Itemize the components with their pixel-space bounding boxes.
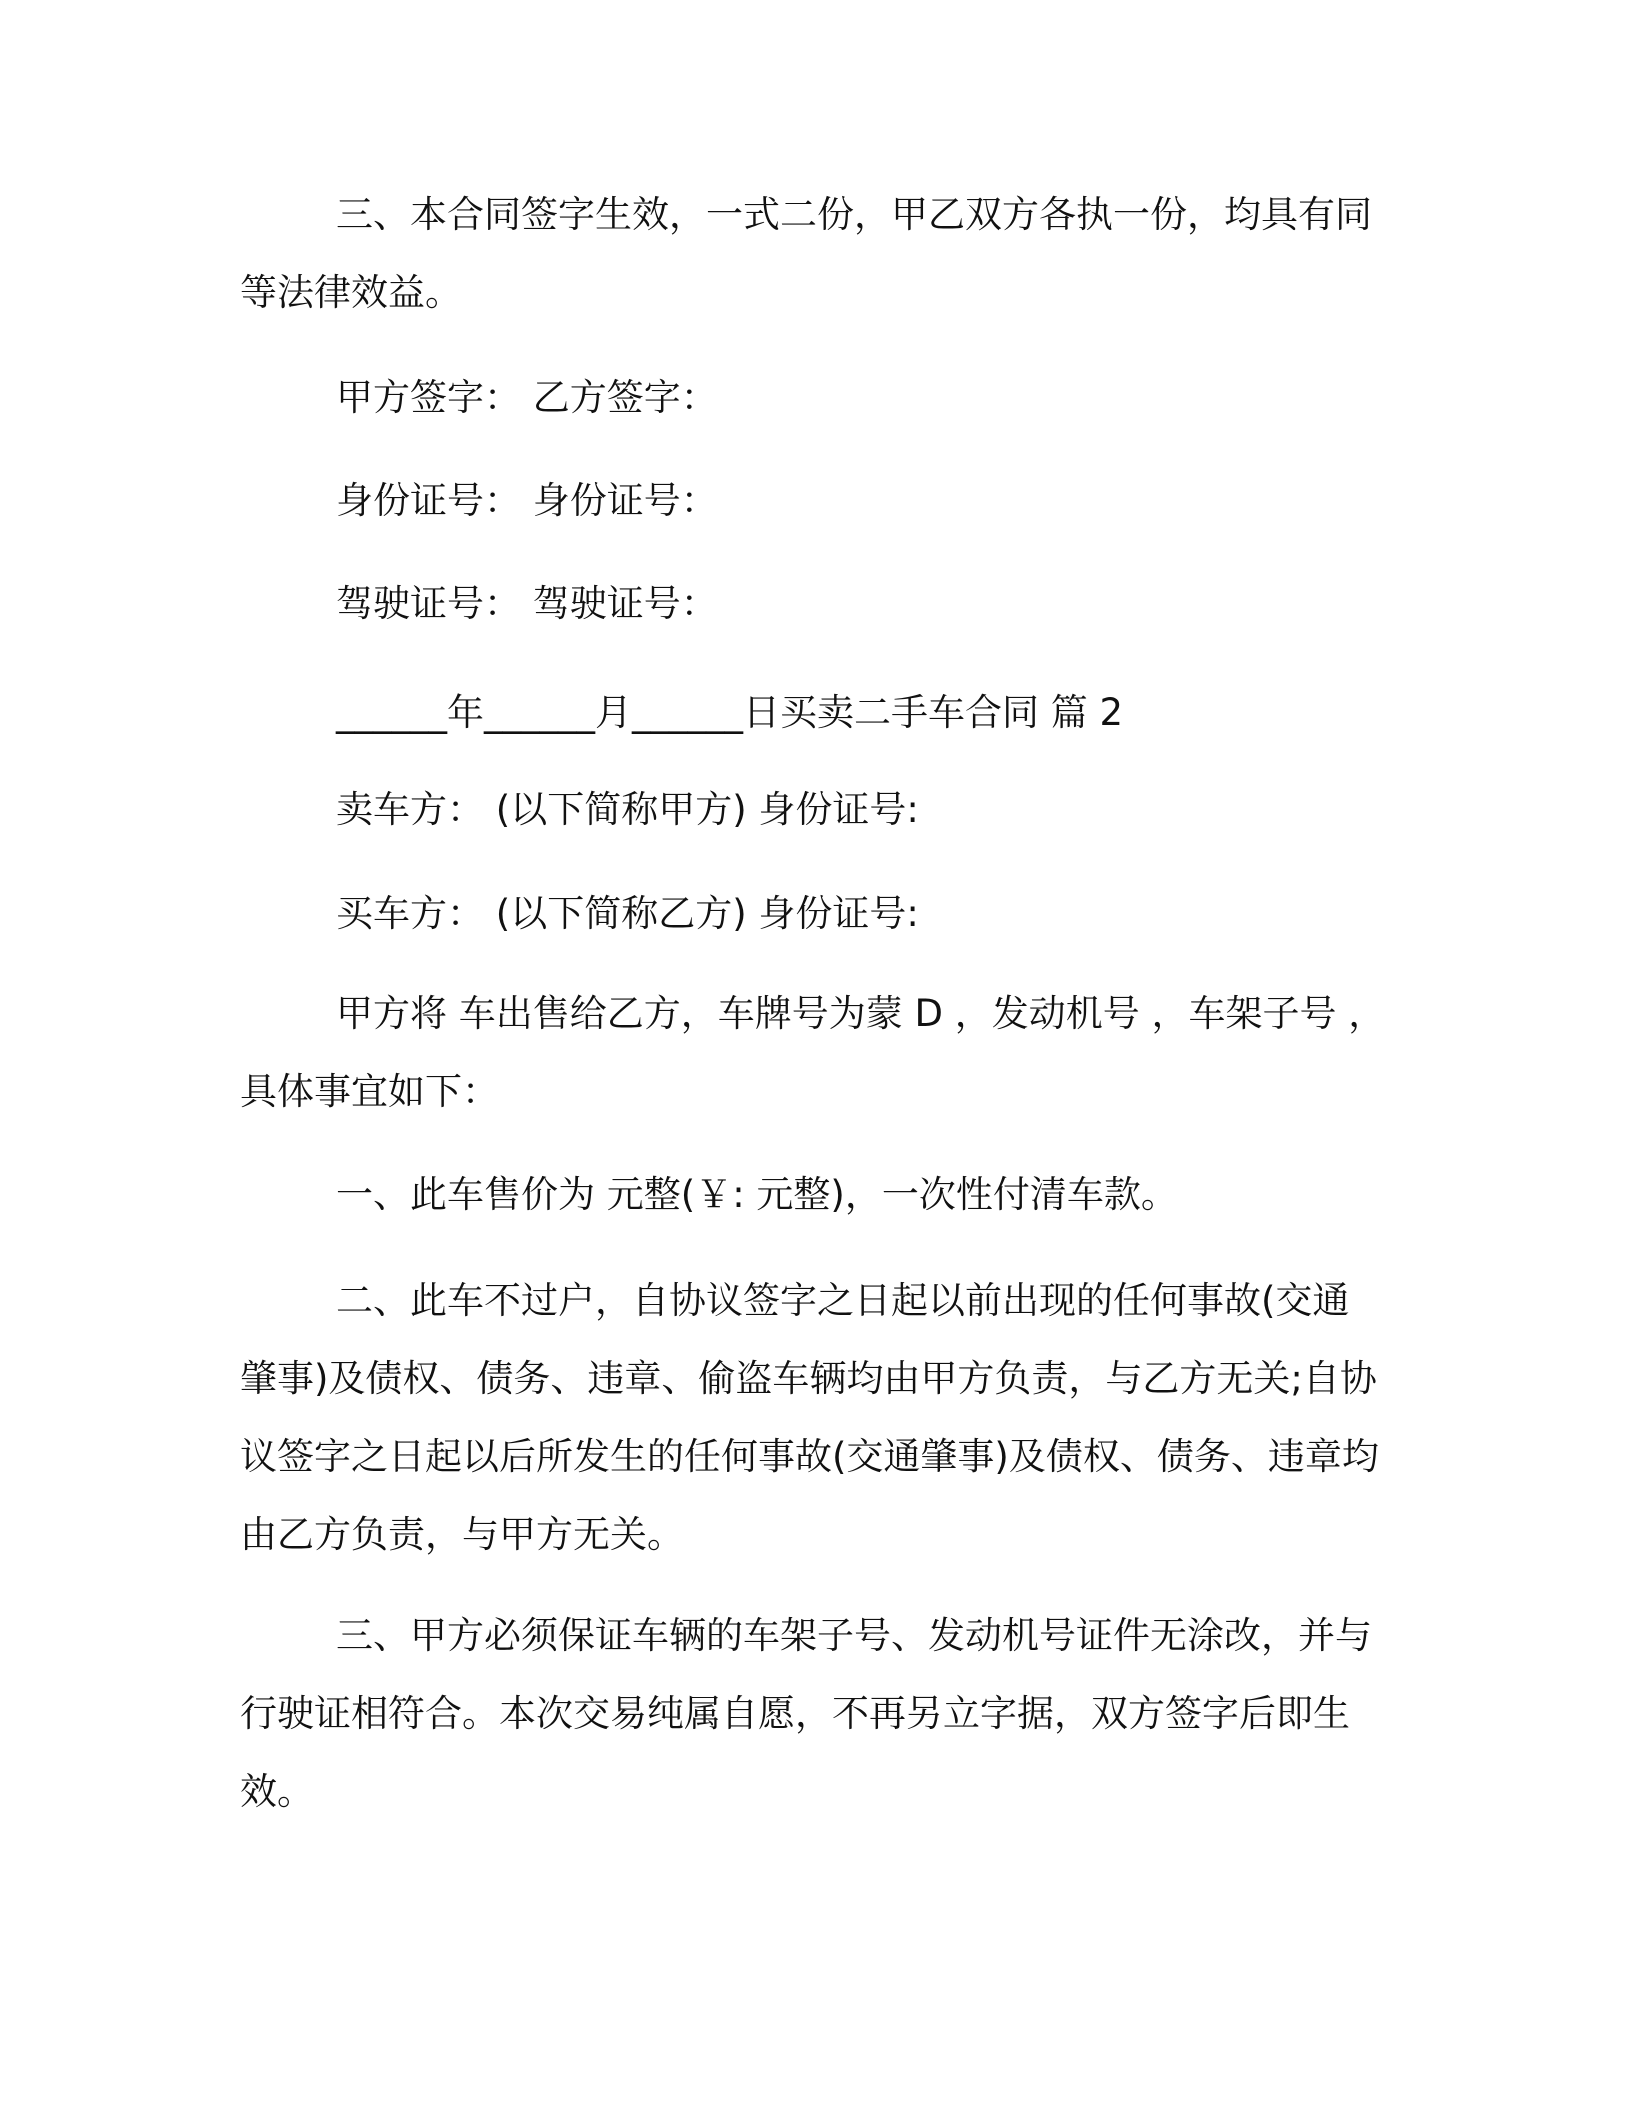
text-line: 肇事)及债权、债务、违章、偷盗车辆均由甲方负责，与乙方无关;自协	[240, 1357, 1377, 1400]
text-line: 议签字之日起以后所发生的任何事故(交通肇事)及债权、债务、违章均	[240, 1435, 1379, 1478]
text-line: ______年______月______日买卖二手车合同 篇 2	[336, 691, 1124, 734]
text-line: 卖车方： (以下简称甲方) 身份证号:	[336, 788, 919, 831]
text-line: 具体事宜如下：	[240, 1070, 499, 1113]
clause-3-vehicle-guarantee	[240, 1597, 1390, 1831]
text-line: 等法律效益。	[240, 271, 462, 314]
sale-intro-paragraph	[240, 975, 1390, 1131]
clause-2-liability	[240, 1262, 1390, 1574]
text-line: 甲方签字： 乙方签字：	[336, 376, 718, 419]
text-line: 买车方： (以下简称乙方) 身份证号:	[336, 892, 919, 935]
text-line: 甲方将 车出售给乙方，车牌号为蒙 D ，发动机号 ，车架子号 ，	[336, 992, 1386, 1035]
contract-heading	[240, 674, 1390, 752]
text-line: 三、甲方必须保证车辆的车架子号、发动机号证件无涂改，并与	[336, 1614, 1372, 1657]
text-line: 一、此车售价为 元整(￥: 元整)，一次性付清车款。	[336, 1173, 1178, 1216]
text-line: 身份证号： 身份证号：	[336, 479, 718, 522]
id-number-line	[240, 462, 1390, 540]
text-line: 效。	[240, 1770, 314, 1813]
text-line: 二、此车不过户，自协议签字之日起以前出现的任何事故(交通	[336, 1279, 1350, 1322]
text-line: 由乙方负责，与甲方无关。	[240, 1513, 684, 1556]
clause-3-effectiveness	[240, 176, 1390, 332]
text-line: 驾驶证号： 驾驶证号：	[336, 582, 718, 625]
clause-1-price	[240, 1156, 1390, 1234]
seller-line	[240, 771, 1390, 849]
text-line: 行驶证相符合。本次交易纯属自愿，不再另立字据，双方签字后即生	[240, 1692, 1350, 1735]
signature-line	[240, 359, 1390, 437]
text-line: 三、本合同签字生效，一式二份，甲乙双方各执一份，均具有同	[336, 193, 1372, 236]
driver-license-line	[240, 565, 1390, 643]
buyer-line	[240, 875, 1390, 953]
